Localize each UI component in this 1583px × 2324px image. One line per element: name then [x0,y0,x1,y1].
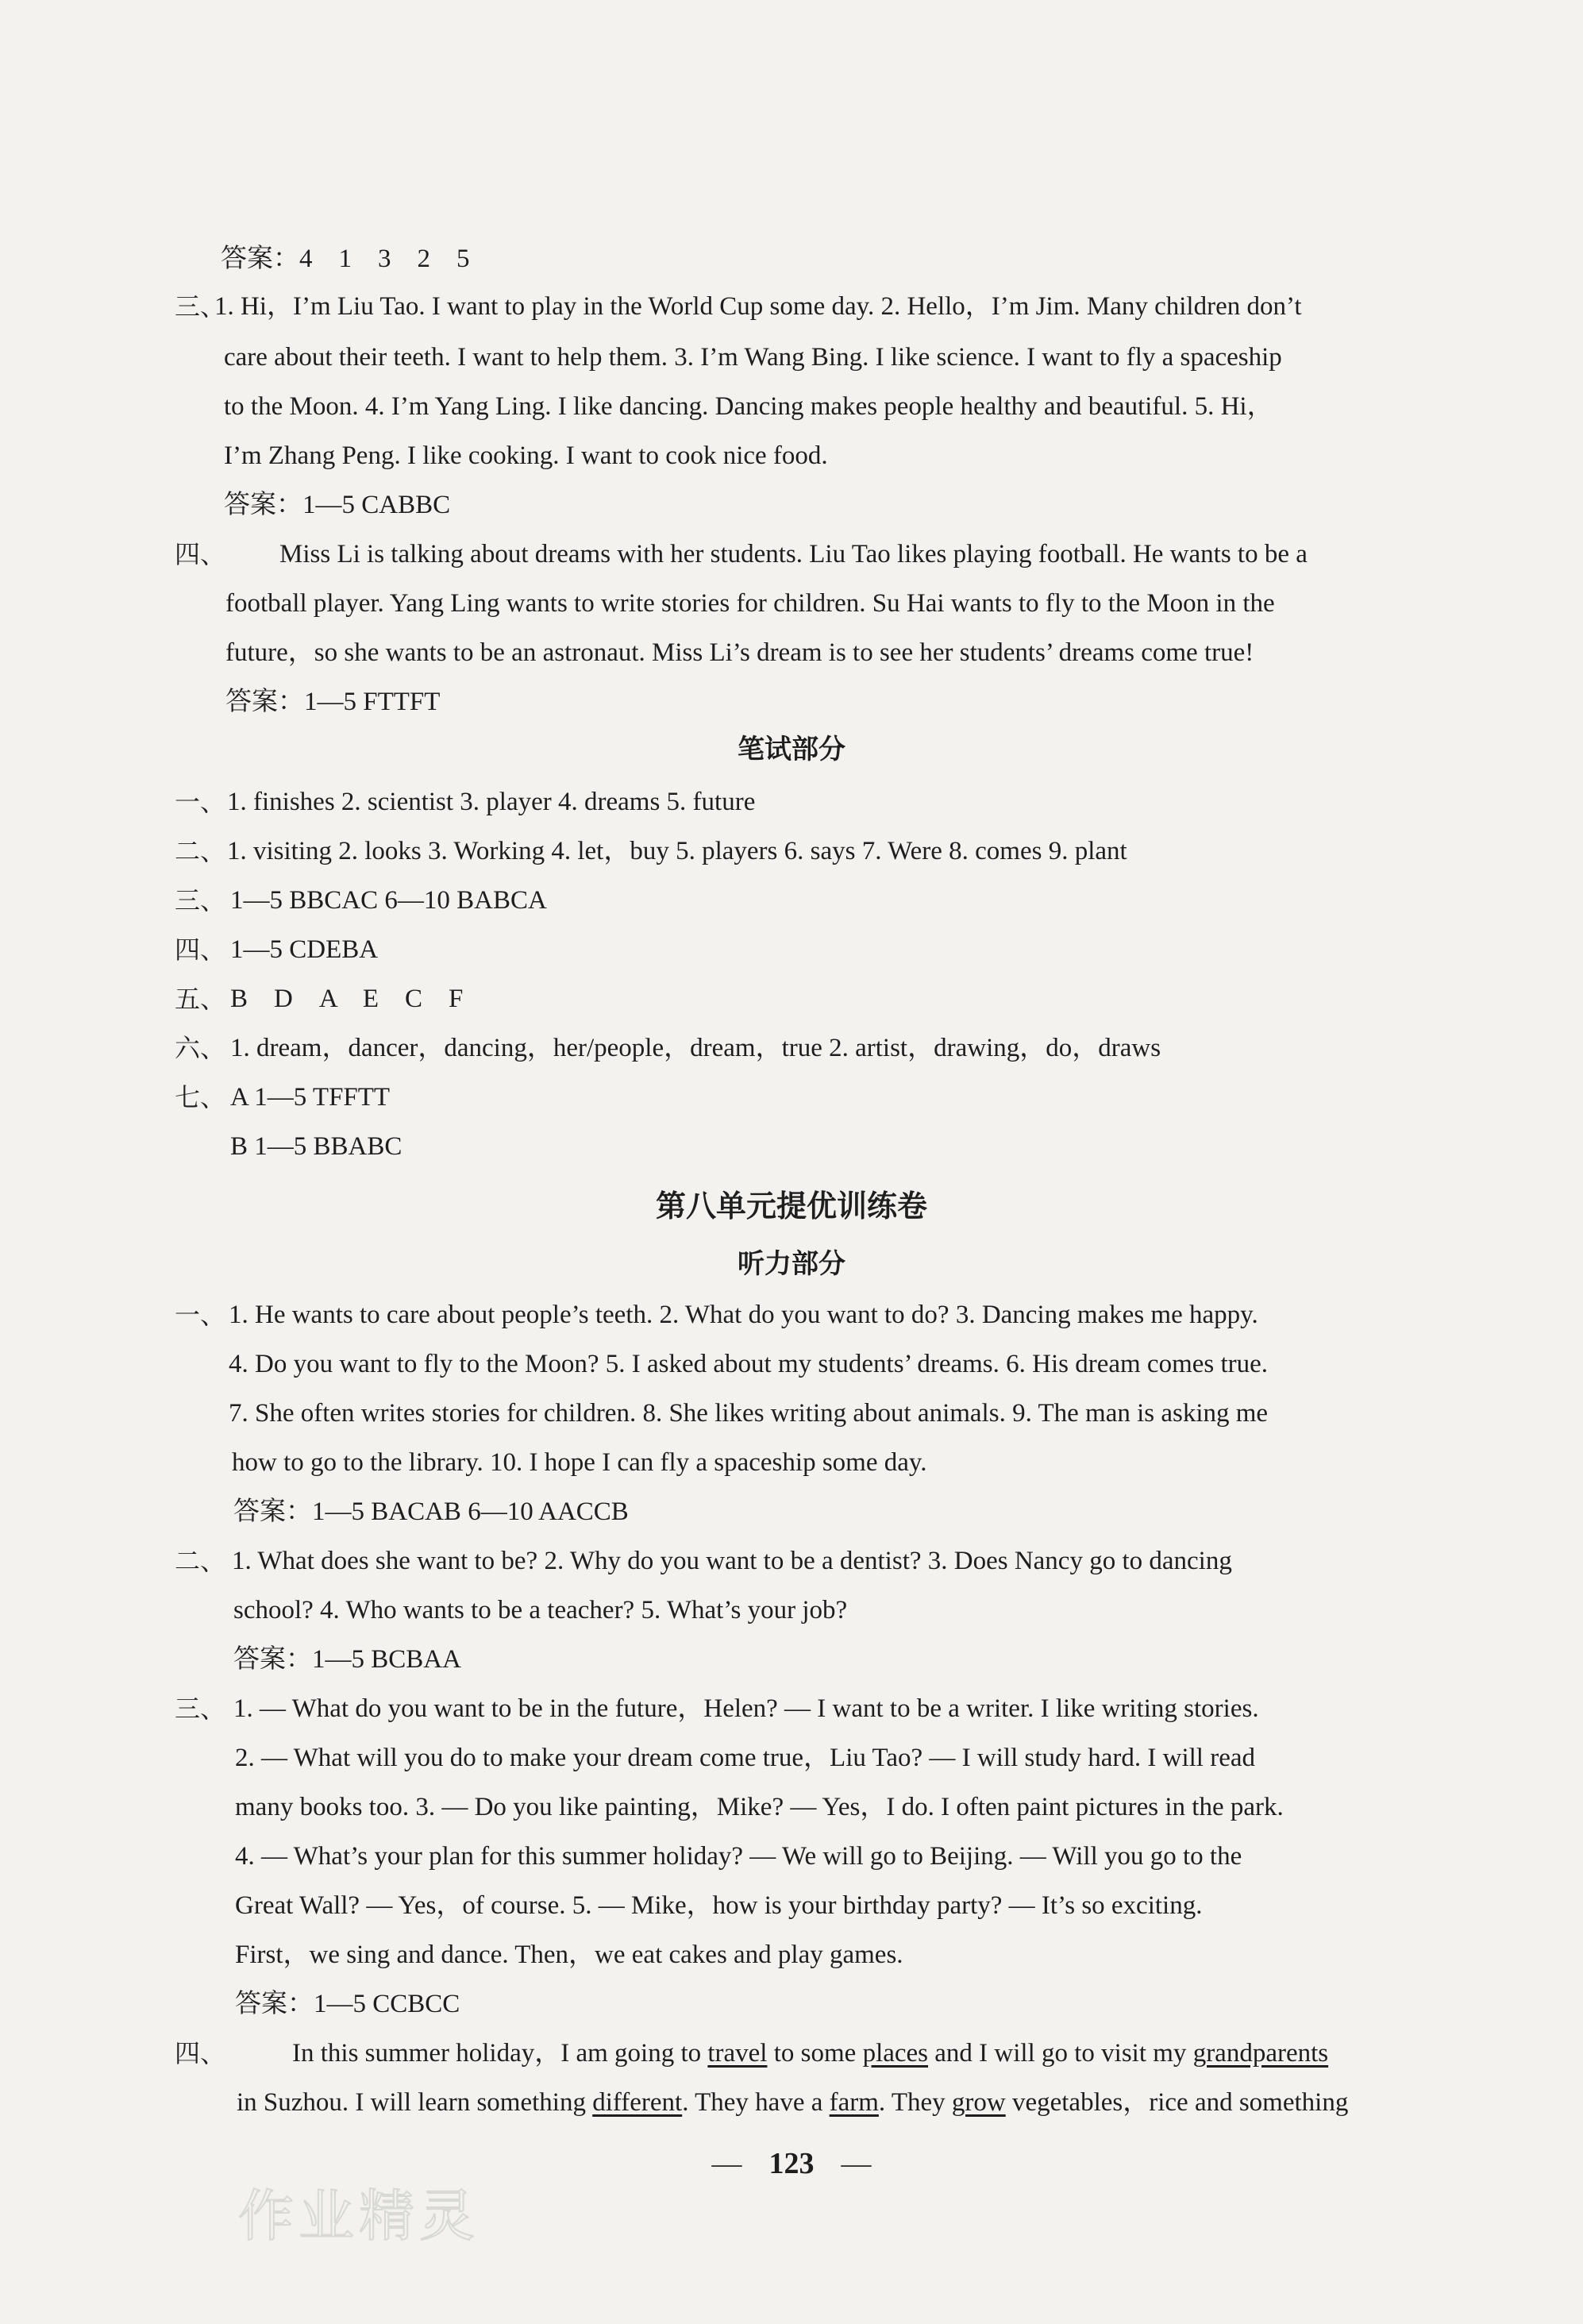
page-number: — 123 — [711,2147,872,2180]
unit-8-title: 第八单元提优训练卷 [655,1189,927,1224]
underlined-word: grow [951,2088,1006,2117]
listening-part-heading: 听力部分 [738,1248,845,1280]
underlined-word: places [862,2039,929,2068]
underlined-word: different [592,2088,683,2117]
watermark-logo: 作业精灵 [238,2183,480,2249]
underlined-word: grandparents [1192,2039,1329,2068]
answer-key-page: 答案：4 1 3 2 5 三、 1. Hi，I’m Liu Tao. I want to play in the World Cup some day. 2. Hello，I’m Jim. Many children don’t care about their teeth. I want to help them. 3. I’m Wang Bing. I like science. I want to fly a spaceship to the Moon. 4. I’m Yang Ling. I like dancing. Dancing makes people healthy and beautiful. 5. Hi， I’m Zhang Peng. I like cooking. I want to cook nice food. 答案：1—5 CABBC 四、 Miss Li is talking about dreams with her students. Liu Tao likes playing football. He wants to be a football player. Yang Ling wants to write stories for children. Su Hai wants to fly to the Moon in the future，so she wants to be an astronaut. Miss Li’s dream is to see her students’ dreams come true! 答案：1—5 FTTFT 笔试部分 一、 1. finishes 2. scientist 3. player 4. dreams 5. future 二、 1. visiting 2. looks 3. Working 4. let，buy 5. players 6. says 7. Were 8. comes 9. plant 三、 1—5 BBCAC 6—10 BABCA 四、 1—5 CDEBA 五、 B D A E C F 六、 1. dream，dancer，dancing，her/people，dream，true 2. artist，drawing，do，draws 七、 A 1—5 TFFTT B 1—5 BBABC 第八单元提优训练卷 听力部分 一、 1. He wants to care about people’s teeth. 2. What do you want to do? 3. Dancing makes me happy. 4. Do you want to fly to the Moon? 5. I asked about my students’ dreams. 6. His dream comes true. 7. She often writes stories for children. 8. She likes writing about animals. 9. The man is asking me how to go to the library. 10. I hope I can fly a spaceship some day. 答案：1—5 BACAB 6—10 AACCB 二、 1. What does she want to be? 2. Why do you want to be a dentist? 3. Does Nancy go to dancing school? 4. Who wants to be a teacher? 5. What’s your job? 答案：1—5 BCBAA 三、 1. — What do you want to be in the future，Helen? — I want to be a writer. I like writing stories. 2. — What will you do to make your dream come true，Liu Tao? — I will study hard. I will read many books too. 3. — Do you like painting，Mike? — Yes，I do. I often paint pictures in the park. 4. — What’s your plan for this summer holiday? — We will go to Beijing. — Will you go to the Great Wall? — Yes，of course. 5. — Mike，how is your birthday party? — It’s so exciting. First，we sing and dance. Then，we eat cakes and play games. 答案：1—5 CCBCC 四、 In this summer holiday，I am going to travel to some places and I will go to visit my grandparents in Suzhou. I will learn something different. They have a farm. They grow vegetables，rice and something — 123 — 作业精灵 [0,0,1583,2324]
written-part-heading: 笔试部分 [738,734,845,765]
underlined-word: travel [707,2039,768,2068]
underlined-word: farm [829,2088,879,2117]
